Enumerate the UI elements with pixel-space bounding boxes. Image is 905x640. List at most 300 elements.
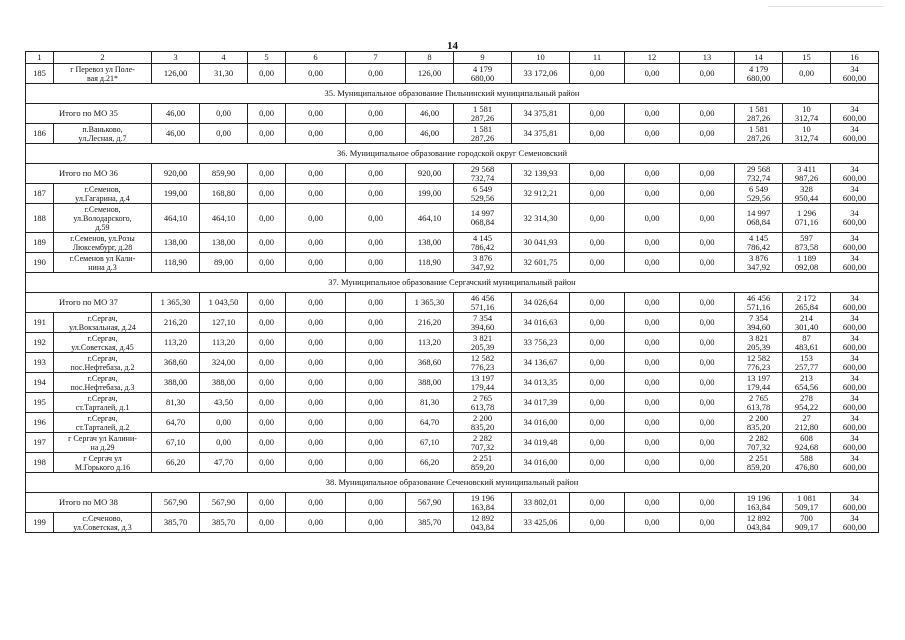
value-cell: 33 172,06 [512, 64, 570, 84]
value-cell: 34 600,00 [831, 393, 879, 413]
subtotal-cell: 920,00 [152, 164, 200, 184]
value-cell: 34 016,63 [512, 313, 570, 333]
value-cell: 0,00 [248, 184, 286, 204]
subtotal-cell: 0,00 [570, 293, 625, 313]
value-cell: 12 892 043,84 [735, 513, 783, 533]
subtotal-cell: 859,90 [200, 164, 248, 184]
value-cell: 47,70 [200, 453, 248, 473]
value-cell: 0,00 [680, 353, 735, 373]
row-number-cell: 198 [26, 453, 54, 473]
value-cell: 118,90 [406, 253, 454, 273]
value-cell: 1 296 071,16 [783, 204, 831, 233]
value-cell: 34 600,00 [831, 333, 879, 353]
value-cell: 0,00 [625, 413, 680, 433]
value-cell: 2 765 613,78 [454, 393, 512, 413]
row-number-cell: 185 [26, 64, 54, 84]
address-cell: г.Сергач, ул.Вокзальная, д.24 [54, 313, 152, 333]
value-cell: 0,00 [625, 64, 680, 84]
value-cell: 1 581 287,26 [454, 124, 512, 144]
subtotal-cell: 0,00 [346, 493, 406, 513]
value-cell: 2 200 835,20 [454, 413, 512, 433]
value-cell: 0,00 [248, 253, 286, 273]
subtotal-cell: 46 456 571,16 [735, 293, 783, 313]
value-cell: 34 600,00 [831, 253, 879, 273]
value-cell: 278 954,22 [783, 393, 831, 413]
value-cell: 14 997 068,84 [735, 204, 783, 233]
value-cell: 34 600,00 [831, 373, 879, 393]
subtotal-label: Итого по МО 38 [26, 493, 152, 513]
row-number-cell: 190 [26, 253, 54, 273]
value-cell: 0,00 [570, 453, 625, 473]
value-cell: 13 197 179,44 [454, 373, 512, 393]
section-heading: 36. Муниципальное образование городской округ Семеновский [26, 144, 879, 164]
subtotal-cell: 920,00 [406, 164, 454, 184]
value-cell: 0,00 [680, 124, 735, 144]
register-body [26, 64, 879, 533]
value-cell: 34 600,00 [831, 353, 879, 373]
column-number-2: 2 [54, 52, 152, 64]
subtotal-label: Итого по МО 37 [26, 293, 152, 313]
value-cell: 30 041,93 [512, 233, 570, 253]
subtotal-cell: 29 568 732,74 [454, 164, 512, 184]
value-cell: 0,00 [570, 313, 625, 333]
subtotal-cell: 0,00 [248, 104, 286, 124]
value-cell: 127,10 [200, 313, 248, 333]
value-cell: 4 179 680,00 [454, 64, 512, 84]
table-row [26, 124, 879, 144]
value-cell: 0,00 [680, 184, 735, 204]
value-cell: 34 600,00 [831, 204, 879, 233]
value-cell: 0,00 [346, 124, 406, 144]
value-cell: 32 601,75 [512, 253, 570, 273]
value-cell: 388,00 [406, 373, 454, 393]
table-row [26, 393, 879, 413]
value-cell: 0,00 [248, 373, 286, 393]
column-number-7: 7 [346, 52, 406, 64]
subtotal-cell: 0,00 [625, 104, 680, 124]
value-cell: 113,20 [200, 333, 248, 353]
value-cell: 0,00 [346, 233, 406, 253]
value-cell: 0,00 [570, 64, 625, 84]
subtotal-row [26, 493, 879, 513]
value-cell: 34 017,39 [512, 393, 570, 413]
subtotal-cell: 567,90 [406, 493, 454, 513]
row-number-cell: 199 [26, 513, 54, 533]
value-cell: 113,20 [152, 333, 200, 353]
value-cell: 0,00 [346, 64, 406, 84]
value-cell: 324,00 [200, 353, 248, 373]
value-cell: 0,00 [286, 353, 346, 373]
address-cell: г Сергач ул М.Горького д.16 [54, 453, 152, 473]
value-cell: 0,00 [346, 413, 406, 433]
value-cell: 0,00 [200, 413, 248, 433]
subtotal-cell: 1 043,50 [200, 293, 248, 313]
value-cell: 0,00 [346, 453, 406, 473]
value-cell: 0,00 [570, 233, 625, 253]
value-cell: 0,00 [570, 333, 625, 353]
row-number-cell: 193 [26, 353, 54, 373]
subtotal-cell: 0,00 [286, 164, 346, 184]
value-cell: 385,70 [152, 513, 200, 533]
value-cell: 32 912,21 [512, 184, 570, 204]
table-row [26, 233, 879, 253]
value-cell: 0,00 [680, 64, 735, 84]
subtotal-cell: 0,00 [248, 493, 286, 513]
value-cell: 0,00 [286, 184, 346, 204]
value-cell: 0,00 [625, 184, 680, 204]
value-cell: 168,80 [200, 184, 248, 204]
value-cell: 385,70 [406, 513, 454, 533]
value-cell: 0,00 [625, 433, 680, 453]
housing-register-table [25, 51, 879, 533]
value-cell: 0,00 [346, 184, 406, 204]
value-cell: 34 600,00 [831, 413, 879, 433]
value-cell: 0,00 [248, 513, 286, 533]
value-cell: 388,00 [200, 373, 248, 393]
value-cell: 0,00 [680, 233, 735, 253]
subtotal-cell: 33 802,01 [512, 493, 570, 513]
value-cell: 33 425,06 [512, 513, 570, 533]
row-number-cell: 188 [26, 204, 54, 233]
value-cell: 0,00 [346, 373, 406, 393]
value-cell: 46,00 [152, 124, 200, 144]
address-cell: с.Сеченово, ул.Советская, д.3 [54, 513, 152, 533]
value-cell: 33 756,23 [512, 333, 570, 353]
value-cell: 0,00 [286, 204, 346, 233]
value-cell: 34 600,00 [831, 124, 879, 144]
value-cell: 14 997 068,84 [454, 204, 512, 233]
value-cell: 0,00 [286, 333, 346, 353]
value-cell: 12 582 776,23 [454, 353, 512, 373]
value-cell: 608 924,68 [783, 433, 831, 453]
value-cell: 0,00 [570, 253, 625, 273]
value-cell: 0,00 [570, 513, 625, 533]
row-number-cell: 186 [26, 124, 54, 144]
value-cell: 199,00 [406, 184, 454, 204]
value-cell: 328 950,44 [783, 184, 831, 204]
column-number-3: 3 [152, 52, 200, 64]
section-heading-row [26, 144, 879, 164]
scan-edge-line [768, 6, 883, 7]
page-number: 14 [447, 40, 458, 52]
subtotal-cell: 3 411 987,26 [783, 164, 831, 184]
value-cell: 34 600,00 [831, 453, 879, 473]
subtotal-cell: 0,00 [570, 104, 625, 124]
value-cell: 1 189 092,08 [783, 253, 831, 273]
section-heading-row [26, 473, 879, 493]
value-cell: 2 200 835,20 [735, 413, 783, 433]
value-cell: 34 600,00 [831, 313, 879, 333]
subtotal-cell: 0,00 [625, 164, 680, 184]
subtotal-cell: 1 365,30 [152, 293, 200, 313]
value-cell: 0,00 [625, 233, 680, 253]
value-cell: 0,00 [286, 233, 346, 253]
row-number-cell: 189 [26, 233, 54, 253]
column-number-10: 10 [512, 52, 570, 64]
value-cell: 3 876 347,92 [735, 253, 783, 273]
subtotal-cell: 0,00 [248, 293, 286, 313]
value-cell: 0,00 [286, 124, 346, 144]
column-number-1: 1 [26, 52, 54, 64]
subtotal-cell: 0,00 [346, 293, 406, 313]
subtotal-cell: 34 600,00 [831, 164, 879, 184]
value-cell: 213 654,56 [783, 373, 831, 393]
column-number-15: 15 [783, 52, 831, 64]
value-cell: 0,00 [625, 313, 680, 333]
value-cell: 0,00 [200, 124, 248, 144]
value-cell: 2 251 859,20 [454, 453, 512, 473]
value-cell: 34 136,67 [512, 353, 570, 373]
subtotal-cell: 46,00 [152, 104, 200, 124]
value-cell: 34 600,00 [831, 433, 879, 453]
value-cell: 6 549 529,56 [454, 184, 512, 204]
value-cell: 0,00 [286, 373, 346, 393]
value-cell: 34 600,00 [831, 64, 879, 84]
value-cell: 0,00 [570, 124, 625, 144]
address-cell: г.Семенов, ул.Гагарина, д.4 [54, 184, 152, 204]
section-heading: 38. Муниципальное образование Сеченовский муниципальный район [26, 473, 879, 493]
table-row [26, 433, 879, 453]
value-cell: 0,00 [783, 64, 831, 84]
address-cell: г Перевоз ул Поле- вая д.21* [54, 64, 152, 84]
value-cell: 0,00 [625, 393, 680, 413]
value-cell: 0,00 [680, 253, 735, 273]
value-cell: 67,10 [152, 433, 200, 453]
table-row [26, 513, 879, 533]
row-number-cell: 187 [26, 184, 54, 204]
value-cell: 0,00 [248, 393, 286, 413]
column-number-header-row [26, 52, 879, 64]
value-cell: 34 375,81 [512, 124, 570, 144]
value-cell: 0,00 [346, 433, 406, 453]
value-cell: 34 016,00 [512, 453, 570, 473]
subtotal-cell: 1 581 287,26 [735, 104, 783, 124]
subtotal-cell: 46 456 571,16 [454, 293, 512, 313]
subtotal-cell: 0,00 [286, 493, 346, 513]
subtotal-cell: 1 365,30 [406, 293, 454, 313]
value-cell: 34 600,00 [831, 233, 879, 253]
subtotal-cell: 32 139,93 [512, 164, 570, 184]
value-cell: 138,00 [406, 233, 454, 253]
subtotal-cell: 0,00 [286, 293, 346, 313]
column-number-11: 11 [570, 52, 625, 64]
value-cell: 0,00 [625, 353, 680, 373]
value-cell: 0,00 [625, 124, 680, 144]
value-cell: 0,00 [200, 433, 248, 453]
column-number-9: 9 [454, 52, 512, 64]
value-cell: 64,70 [406, 413, 454, 433]
column-number-16: 16 [831, 52, 879, 64]
subtotal-cell: 34 600,00 [831, 293, 879, 313]
value-cell: 87 483,61 [783, 333, 831, 353]
column-number-8: 8 [406, 52, 454, 64]
value-cell: 199,00 [152, 184, 200, 204]
subtotal-row [26, 164, 879, 184]
value-cell: 464,10 [200, 204, 248, 233]
column-number-12: 12 [625, 52, 680, 64]
value-cell: 0,00 [680, 453, 735, 473]
value-cell: 597 873,58 [783, 233, 831, 253]
column-number-4: 4 [200, 52, 248, 64]
subtotal-cell: 0,00 [346, 104, 406, 124]
value-cell: 0,00 [248, 124, 286, 144]
value-cell: 0,00 [680, 393, 735, 413]
row-number-cell: 192 [26, 333, 54, 353]
value-cell: 0,00 [680, 333, 735, 353]
value-cell: 0,00 [680, 373, 735, 393]
table-row [26, 453, 879, 473]
value-cell: 0,00 [286, 453, 346, 473]
subtotal-cell: 567,90 [200, 493, 248, 513]
section-heading-row [26, 273, 879, 293]
subtotal-cell: 19 196 163,84 [454, 493, 512, 513]
value-cell: 3 876 347,92 [454, 253, 512, 273]
value-cell: 0,00 [346, 393, 406, 413]
value-cell: 0,00 [286, 513, 346, 533]
value-cell: 0,00 [346, 204, 406, 233]
value-cell: 0,00 [346, 313, 406, 333]
table-row [26, 184, 879, 204]
address-cell: г Сергач ул Калини- на д.29 [54, 433, 152, 453]
value-cell: 7 354 394,60 [735, 313, 783, 333]
value-cell: 0,00 [248, 333, 286, 353]
value-cell: 66,20 [406, 453, 454, 473]
value-cell: 64,70 [152, 413, 200, 433]
address-cell: г.Сергач, пос.Нефтебаза, д.2 [54, 353, 152, 373]
value-cell: 126,00 [406, 64, 454, 84]
value-cell: 27 212,80 [783, 413, 831, 433]
value-cell: 0,00 [248, 453, 286, 473]
value-cell: 368,60 [406, 353, 454, 373]
value-cell: 0,00 [286, 313, 346, 333]
subtotal-cell: 19 196 163,84 [735, 493, 783, 513]
subtotal-cell: 2 172 265,84 [783, 293, 831, 313]
table-row [26, 353, 879, 373]
subtotal-cell: 0,00 [346, 164, 406, 184]
subtotal-row [26, 293, 879, 313]
value-cell: 385,70 [200, 513, 248, 533]
value-cell: 0,00 [680, 513, 735, 533]
value-cell: 0,00 [625, 513, 680, 533]
value-cell: 0,00 [248, 313, 286, 333]
value-cell: 0,00 [570, 353, 625, 373]
address-cell: п.Ваньково, ул.Лесная, д.7 [54, 124, 152, 144]
value-cell: 34 600,00 [831, 513, 879, 533]
value-cell: 2 251 859,20 [735, 453, 783, 473]
subtotal-cell: 0,00 [680, 493, 735, 513]
value-cell: 0,00 [625, 453, 680, 473]
row-number-cell: 196 [26, 413, 54, 433]
value-cell: 0,00 [346, 513, 406, 533]
subtotal-cell: 0,00 [286, 104, 346, 124]
value-cell: 7 354 394,60 [454, 313, 512, 333]
value-cell: 4 179 680,00 [735, 64, 783, 84]
value-cell: 113,20 [406, 333, 454, 353]
column-number-14: 14 [735, 52, 783, 64]
value-cell: 13 197 179,44 [735, 373, 783, 393]
value-cell: 0,00 [248, 353, 286, 373]
value-cell: 2 282 707,32 [735, 433, 783, 453]
address-cell: г.Семенов, ул.Володарского, д.59 [54, 204, 152, 233]
subtotal-cell: 1 081 509,17 [783, 493, 831, 513]
value-cell: 3 821 205,39 [735, 333, 783, 353]
value-cell: 1 581 287,26 [735, 124, 783, 144]
value-cell: 0,00 [680, 313, 735, 333]
value-cell: 0,00 [286, 393, 346, 413]
section-heading: 37. Муниципальное образование Сергачский муниципальный район [26, 273, 879, 293]
value-cell: 0,00 [346, 333, 406, 353]
subtotal-cell: 0,00 [570, 164, 625, 184]
row-number-cell: 194 [26, 373, 54, 393]
address-cell: г.Семенов, ул.Розы Люксембург, д.28 [54, 233, 152, 253]
value-cell: 0,00 [570, 184, 625, 204]
address-cell: г.Сергач, ст.Тарталей, д.2 [54, 413, 152, 433]
value-cell: 0,00 [248, 64, 286, 84]
value-cell: 0,00 [680, 204, 735, 233]
value-cell: 34 600,00 [831, 184, 879, 204]
value-cell: 12 582 776,23 [735, 353, 783, 373]
value-cell: 0,00 [346, 353, 406, 373]
value-cell: 0,00 [248, 433, 286, 453]
value-cell: 214 301,40 [783, 313, 831, 333]
value-cell: 368,60 [152, 353, 200, 373]
value-cell: 0,00 [680, 413, 735, 433]
subtotal-cell: 46,00 [406, 104, 454, 124]
table-row [26, 253, 879, 273]
value-cell: 464,10 [406, 204, 454, 233]
value-cell: 6 549 529,56 [735, 184, 783, 204]
value-cell: 2 282 707,32 [454, 433, 512, 453]
value-cell: 0,00 [286, 433, 346, 453]
row-number-cell: 197 [26, 433, 54, 453]
address-cell: г.Сергач, пос.Нефтебаза, д.3 [54, 373, 152, 393]
subtotal-row [26, 104, 879, 124]
value-cell: 0,00 [286, 253, 346, 273]
table-row [26, 204, 879, 233]
value-cell: 153 257,77 [783, 353, 831, 373]
table-row [26, 64, 879, 84]
value-cell: 32 314,30 [512, 204, 570, 233]
value-cell: 0,00 [625, 373, 680, 393]
value-cell: 0,00 [625, 204, 680, 233]
value-cell: 0,00 [570, 373, 625, 393]
subtotal-cell: 34 026,64 [512, 293, 570, 313]
value-cell: 0,00 [570, 433, 625, 453]
value-cell: 0,00 [570, 204, 625, 233]
address-cell: г.Сергач, ул.Советская, д.45 [54, 333, 152, 353]
subtotal-cell: 0,00 [570, 493, 625, 513]
value-cell: 43,50 [200, 393, 248, 413]
column-number-5: 5 [248, 52, 286, 64]
value-cell: 0,00 [248, 233, 286, 253]
row-number-cell: 191 [26, 313, 54, 333]
subtotal-cell: 0,00 [680, 164, 735, 184]
value-cell: 0,00 [286, 64, 346, 84]
value-cell: 0,00 [570, 393, 625, 413]
value-cell: 0,00 [625, 253, 680, 273]
value-cell: 388,00 [152, 373, 200, 393]
value-cell: 588 476,80 [783, 453, 831, 473]
table-row [26, 333, 879, 353]
value-cell: 81,30 [152, 393, 200, 413]
value-cell: 118,90 [152, 253, 200, 273]
value-cell: 12 892 043,84 [454, 513, 512, 533]
subtotal-cell: 567,90 [152, 493, 200, 513]
value-cell: 66,20 [152, 453, 200, 473]
column-number-6: 6 [286, 52, 346, 64]
subtotal-cell: 0,00 [248, 164, 286, 184]
value-cell: 700 909,17 [783, 513, 831, 533]
